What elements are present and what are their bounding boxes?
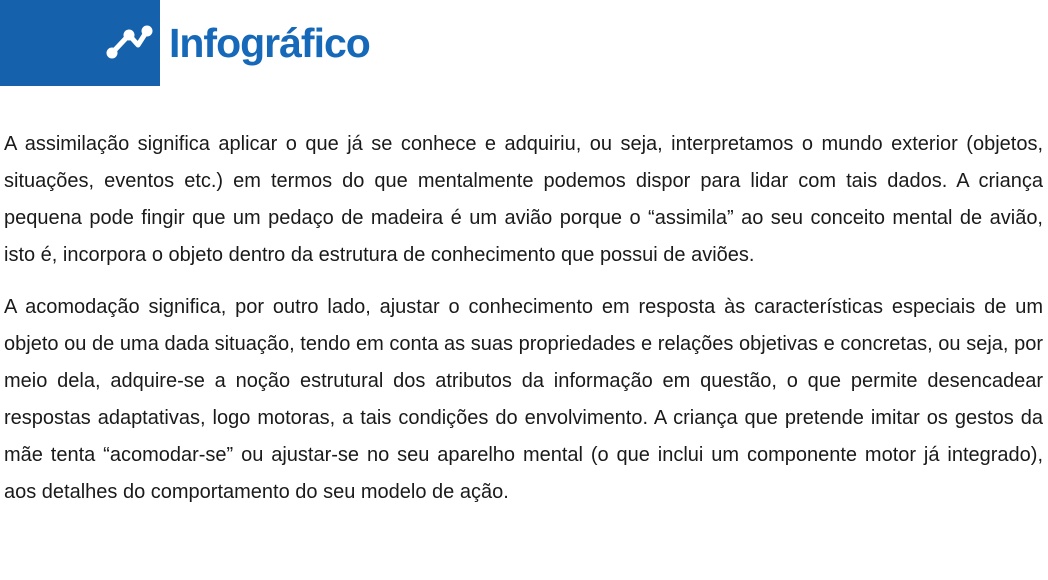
brand-logo-box xyxy=(0,0,160,86)
page-title: Infográfico xyxy=(169,20,370,66)
body-paragraph-accommodation: A acomodação significa, por outro lado, ajustar o conhecimento em resposta às características especiais de um objeto ou de uma dada situação, tendo em conta as suas propriedades e relações objetivas e concretas, ou seja, por meio dela, adquire-se a noção estrutural dos atributos da informação em questão, o que permite desencadear respostas adaptativas, logo motoras, a tais condições do envolvimento. A criança que pretende imitar os gestos da mãe tenta “acomodar-se” ou ajustar-se no seu aparelho mental (o que inclui um componente motor já integrado), aos detalhes do comportamento do seu modelo de ação. xyxy=(4,296,1043,503)
header xyxy=(0,0,1048,86)
body-text xyxy=(0,126,1048,511)
body-paragraph-assimilation: A assimilação significa aplicar o que já se conhece e adquiriu, ou seja, interpretamos o mundo exterior (objetos, situações, eventos etc.) em termos do que mentalmente podemos dispor para lidar com tais dados. A criança pequena pode fingir que um pedaço de madeira é um avião porque o “assimila” ao seu conceito mental de avião, isto é, incorpora o objeto dentro da estrutura de conhecimento que possui de aviões. xyxy=(4,133,1043,266)
line-chart-icon xyxy=(105,22,153,64)
